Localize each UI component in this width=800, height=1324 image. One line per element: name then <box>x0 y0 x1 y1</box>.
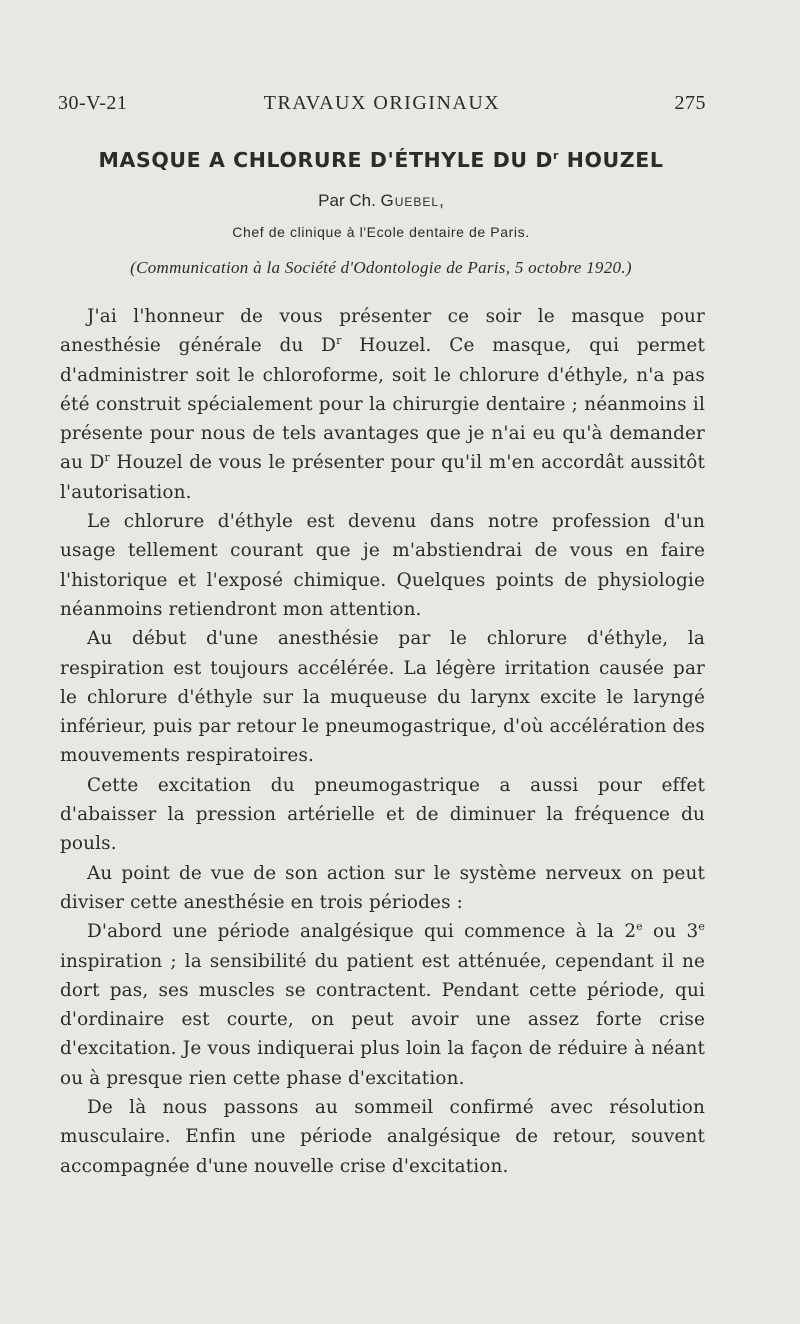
byline <box>56 191 706 211</box>
article-title-superscript: r <box>552 149 559 163</box>
paragraph-7: De là nous passons au sommeil confirmé avec résolution musculaire. Enfin une période analgésique de retour, souvent accompagnée d'une nouvelle crise d'excitation. <box>60 1097 705 1177</box>
paragraph-4: Cette excitation du pneumogastrique a aussi pour effet d'abaisser la pression artérielle et de diminuer la fréquence du pouls. <box>60 774 705 855</box>
paragraph-6-part-a: D'abord une période analgésique qui commence à la 2 <box>87 921 637 943</box>
author-affiliation: Chef de clinique à l'Ecole dentaire de Paris. <box>232 224 530 240</box>
paragraph-6-sup-1: e <box>636 920 643 934</box>
paragraph-6-part-b: ou 3 <box>642 921 699 943</box>
paragraph-1-part-c: Houzel de vous le présenter pour qu'il m'en accordât aussitôt l'autorisation. <box>60 452 706 503</box>
author-name: Guebel <box>380 191 440 210</box>
byline-prefix: Par Ch. <box>318 191 381 210</box>
article-title-main: MASQUE A CHLORURE D'ÉTHYLE DU D <box>98 148 553 172</box>
page-number: 275 <box>674 92 706 114</box>
paragraph-6-sup-2: e <box>698 920 705 934</box>
paragraph-6-part-c: inspiration ; la sensibilité du patient est atténuée, cependant il ne dort pas, ses muscles se contractent. Pendant cette période, qui d'ordinaire est courte, on peut avoir une assez forte crise d'excitation. Je vous indiquerai plus loin la façon de réduire à néant ou à presque rien cette phase d'excitation. <box>60 950 705 1089</box>
section-title: TRAVAUX ORIGINAUX <box>263 92 501 114</box>
issue-date: 30-V-21 <box>58 92 128 114</box>
byline-suffix: , <box>439 191 444 210</box>
running-head <box>58 92 706 122</box>
paragraph-1-sup-1: r <box>336 334 342 348</box>
paragraph-1-part-b: Houzel. Ce masque, qui permet d'administrer soit le chloroforme, soit le chlorure d'éthyle, n'a pas été construit spécialement pour la chirurgie dentaire ; néanmoins il présente pour nous de tels avantages que je n'ai eu qu'à demander au D <box>60 335 705 474</box>
paragraph-1-sup-2: r <box>104 451 110 465</box>
paragraph-6 <box>60 917 705 1093</box>
paragraph-1 <box>60 302 705 507</box>
article-title-end: HOUZEL <box>559 148 664 172</box>
article-body <box>60 302 705 1181</box>
article-title <box>56 148 706 172</box>
paragraph-5: Au point de vue de son action sur le système nerveux on peut diviser cette anesthésie en trois périodes : <box>60 862 705 913</box>
paragraph-3: Au début d'une anesthésie par le chlorure d'éthyle, la respiration est toujours accélérée. La légère irritation causée par le chlorure d'éthyle sur la muqueuse du larynx excite le laryngé inférieur, puis par retour le pneumogastrique, d'où accélération des mouvements respiratoires. <box>60 628 705 767</box>
paragraph-1-part-a: J'ai l'honneur de vous présenter ce soir le masque pour anesthésie générale du D <box>60 306 705 357</box>
communication-note: (Communication à la Société d'Odontologie de Paris, 5 octobre 1920.) <box>130 258 632 277</box>
paragraph-2: Le chlorure d'éthyle est devenu dans notre profession d'un usage tellement courant que je m'abstiendrai de vous en faire l'historique et l'exposé chimique. Quelques points de physiologie néanmoins retiendront mon attention. <box>60 511 705 620</box>
